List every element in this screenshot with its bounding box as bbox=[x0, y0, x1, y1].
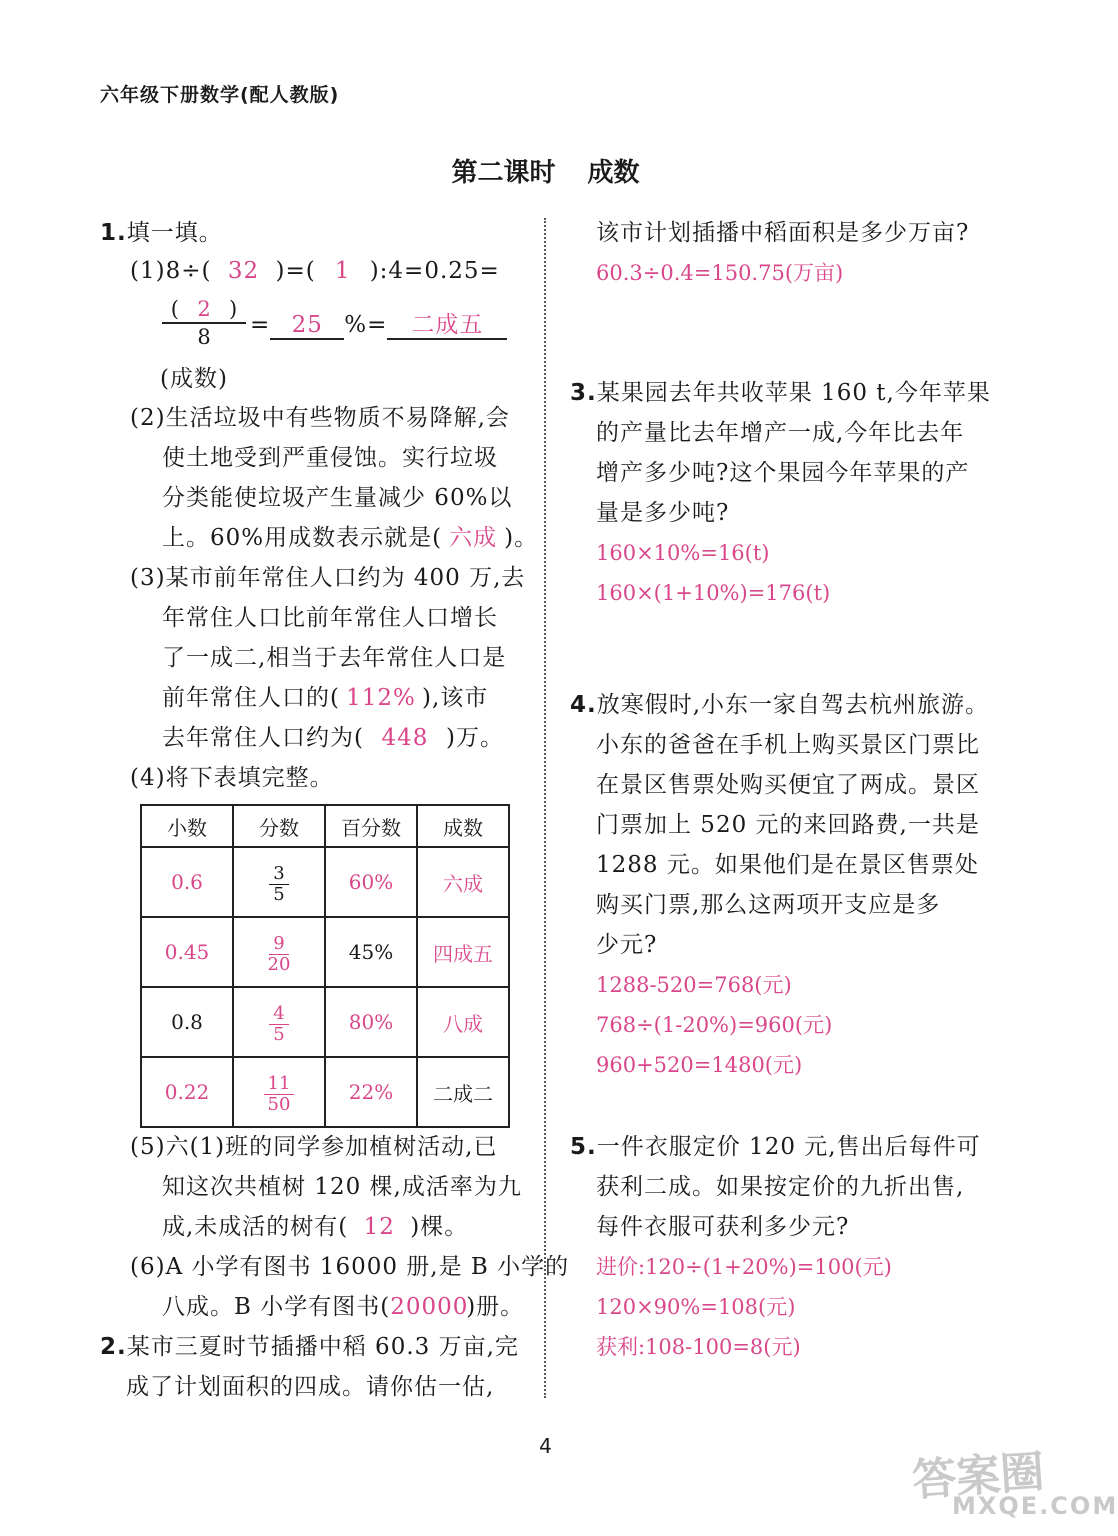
lesson-title-part1: 第二课时 bbox=[451, 158, 556, 188]
q1-p3-pre2: 去年常住人口约为( bbox=[162, 725, 364, 751]
q4-answer2: 768÷(1-20%)=960(元) bbox=[596, 1013, 833, 1037]
q4-number: 4. bbox=[570, 692, 597, 718]
q1-p2-line2: 使土地受到严重侵蚀。实行垃圾 bbox=[162, 445, 498, 471]
table-header-chengshu: 成数 bbox=[417, 805, 509, 847]
q2-answer: 60.3÷0.4=150.75(万亩) bbox=[596, 261, 844, 285]
q4-line5: 1288 元。如果他们是在景区售票处 bbox=[596, 852, 979, 878]
q1-p5-line3 bbox=[162, 1212, 468, 1242]
q5-answer3: 获利:108-100=8(元) bbox=[596, 1335, 801, 1359]
fraction-denominator: 5 bbox=[273, 883, 285, 905]
watermark-url: MXQE.COM bbox=[952, 1492, 1118, 1520]
q1-p1-answer1: 32 bbox=[227, 258, 260, 284]
q5-answer2: 120×90%=108(元) bbox=[596, 1295, 796, 1319]
q1-p1-mid2: ):4=0.25= bbox=[369, 258, 500, 284]
q1-p1-pct: %= bbox=[344, 312, 388, 338]
q1-p3-answer2: 448 bbox=[381, 725, 429, 751]
table-cell-decimal: 0.45 bbox=[141, 917, 233, 987]
q2-line2: 成了计划面积的四成。请你估一估, bbox=[126, 1374, 495, 1400]
table-cell-decimal: 0.22 bbox=[141, 1057, 233, 1127]
q1-p6-answer: 20000 bbox=[390, 1294, 469, 1320]
table-cell-percent: 45% bbox=[325, 917, 417, 987]
q1-p1-pre: (1)8÷( bbox=[130, 258, 212, 284]
q3-text1: 某果园去年共收苹果 160 t,今年苹果 bbox=[596, 380, 991, 406]
fraction-numerator: 3 bbox=[269, 864, 288, 885]
q1-p1-answer2: 1 bbox=[334, 258, 351, 284]
q5-text1: 一件衣服定价 120 元,售出后每件可 bbox=[596, 1134, 981, 1160]
q4-line1 bbox=[570, 690, 989, 720]
q1-p3-line2: 年常住人口比前年常住人口增长 bbox=[162, 605, 498, 631]
table-header-decimal: 小数 bbox=[141, 805, 233, 847]
table-cell-decimal: 0.6 bbox=[141, 847, 233, 917]
table-cell-percent: 22% bbox=[325, 1057, 417, 1127]
q1-p1-line1 bbox=[130, 256, 500, 286]
q1-p3-answer1: 112% bbox=[346, 685, 416, 711]
paren-close: ) bbox=[229, 297, 238, 321]
fraction-numerator: 4 bbox=[269, 1004, 288, 1025]
paren-open: ( bbox=[170, 297, 179, 321]
q1-p2-line4 bbox=[162, 523, 538, 553]
q4-answer1: 1288-520=768(元) bbox=[596, 973, 792, 997]
q1-p1-line2 bbox=[250, 310, 507, 340]
book-title: 六年级下册数学(配人教版) bbox=[100, 84, 340, 106]
conversion-table bbox=[140, 804, 510, 1128]
q1-p3-post1: ),该市 bbox=[421, 685, 489, 711]
fraction-numerator: 11 bbox=[264, 1074, 295, 1095]
q1-p3-line1: (3)某市前年常住人口约为 400 万,去 bbox=[130, 565, 526, 591]
q1-p1-tail: (成数) bbox=[160, 366, 228, 392]
q1-p1-answer3: 25 bbox=[270, 312, 344, 340]
q5-answer1: 进价:120÷(1+20%)=100(元) bbox=[596, 1255, 892, 1279]
table-cell-chengshu: 四成五 bbox=[417, 917, 509, 987]
table-cell-decimal: 0.8 bbox=[141, 987, 233, 1057]
table-header-fraction: 分数 bbox=[233, 805, 325, 847]
table-cell-fraction bbox=[264, 1074, 295, 1115]
table-row bbox=[141, 917, 509, 987]
q3-line3: 增产多少吨?这个果园今年苹果的产 bbox=[596, 460, 970, 486]
fraction-denominator: 50 bbox=[267, 1093, 291, 1115]
q1-p5-post: )棵。 bbox=[410, 1214, 469, 1240]
q1-p3-post2: )万。 bbox=[445, 725, 504, 751]
q3-line4: 量是多少吨? bbox=[596, 500, 730, 526]
q2-text1: 某市三夏时节插播中稻 60.3 万亩,完 bbox=[126, 1334, 519, 1360]
q1-p4-line1: (4)将下表填完整。 bbox=[130, 765, 334, 791]
table-cell-percent: 80% bbox=[325, 987, 417, 1057]
q1-p1-eq: = bbox=[250, 312, 271, 338]
fraction-denominator: 5 bbox=[273, 1023, 285, 1045]
lesson-title-part2: 成数 bbox=[587, 158, 640, 188]
q1-p2-pre: 上。60%用成数表示就是( bbox=[162, 525, 443, 551]
table-row bbox=[141, 847, 509, 917]
table-header-percent: 百分数 bbox=[325, 805, 417, 847]
q4-text1: 放寒假时,小东一家自驾去杭州旅游。 bbox=[596, 692, 990, 718]
q1-p6-pre: 八成。B 小学有图书( bbox=[162, 1294, 391, 1320]
fraction-denominator: 20 bbox=[267, 953, 291, 975]
table-cell-chengshu: 八成 bbox=[417, 987, 509, 1057]
page-number: 4 bbox=[539, 1434, 552, 1458]
table-header-row bbox=[141, 805, 509, 847]
q1-p2-post: )。 bbox=[504, 525, 539, 551]
table-row bbox=[141, 987, 509, 1057]
q2-line3: 该市计划插播中稻面积是多少万亩? bbox=[596, 220, 970, 246]
q1-number: 1. bbox=[100, 220, 127, 246]
table-cell-chengshu: 六成 bbox=[417, 847, 509, 917]
q3-answer2: 160×(1+10%)=176(t) bbox=[596, 581, 831, 605]
q1-p3-line3: 了一成二,相当于去年常住人口是 bbox=[162, 645, 507, 671]
column-divider bbox=[544, 218, 546, 1398]
q3-answer1: 160×10%=16(t) bbox=[596, 541, 770, 565]
q2-line1 bbox=[100, 1332, 519, 1362]
q4-line6: 购买门票,那么这两项开支应是多 bbox=[596, 892, 941, 918]
q4-line3: 在景区售票处购买便宜了两成。景区 bbox=[596, 772, 980, 798]
q3-line1 bbox=[570, 378, 991, 408]
q1-p2-line3: 分类能使垃圾产生量减少 60%以 bbox=[162, 485, 513, 511]
q4-answer3: 960+520=1480(元) bbox=[596, 1053, 803, 1077]
q4-line2: 小东的爸爸在手机上购买景区门票比 bbox=[596, 732, 980, 758]
table-row bbox=[141, 1057, 509, 1127]
q1-p1-answer4: 二成五 bbox=[387, 312, 507, 340]
q1-p6-post: )册。 bbox=[466, 1294, 525, 1320]
q1-p1-fraction-numerator bbox=[162, 296, 246, 324]
table-cell-fraction bbox=[269, 1004, 288, 1045]
table-cell-fraction bbox=[269, 864, 288, 905]
lesson-title bbox=[0, 152, 1091, 189]
q1-p6-line1: (6)A 小学有图书 16000 册,是 B 小学的 bbox=[130, 1254, 570, 1280]
table-cell-chengshu: 二成二 bbox=[417, 1057, 509, 1127]
q1-p2-line1: (2)生活垃圾中有些物质不易降解,会 bbox=[130, 405, 510, 431]
q1-p5-pre: 成,未成活的树有( bbox=[162, 1214, 349, 1240]
q1-p1-mid1: )=( bbox=[275, 258, 316, 284]
q1-p1-fraction-answer: 2 bbox=[197, 297, 211, 321]
fraction-numerator: 9 bbox=[269, 934, 288, 955]
q4-line4: 门票加上 520 元的来回路费,一共是 bbox=[596, 812, 980, 838]
q1-p3-pre1: 前年常住人口的( bbox=[162, 685, 340, 711]
q1-p1-fraction-denominator: 8 bbox=[197, 325, 211, 349]
q1-p5-answer: 12 bbox=[363, 1214, 395, 1240]
q1-p5-line2: 知这次共植树 120 棵,成活率为九 bbox=[162, 1174, 522, 1200]
q3-line2: 的产量比去年增产一成,今年比去年 bbox=[596, 420, 965, 446]
q5-line1 bbox=[570, 1132, 981, 1162]
q1-p3-line4 bbox=[162, 683, 488, 713]
q1-heading bbox=[100, 218, 223, 248]
q1-p2-answer: 六成 bbox=[449, 525, 498, 551]
watermark-logo: 答案圈 bbox=[910, 1446, 1046, 1507]
q1-heading-text: 填一填。 bbox=[126, 220, 223, 246]
q1-p1-fraction bbox=[162, 296, 246, 350]
q3-number: 3. bbox=[570, 380, 597, 406]
q5-line3: 每件衣服可获利多少元? bbox=[596, 1214, 850, 1240]
q1-p3-line5 bbox=[162, 723, 504, 753]
q5-number: 5. bbox=[570, 1134, 597, 1160]
table-cell-percent: 60% bbox=[325, 847, 417, 917]
q2-number: 2. bbox=[100, 1334, 127, 1360]
q1-p6-line2 bbox=[162, 1292, 524, 1322]
q1-p5-line1: (5)六(1)班的同学参加植树活动,已 bbox=[130, 1134, 498, 1160]
q4-line7: 少元? bbox=[596, 932, 658, 958]
table-cell-fraction bbox=[268, 934, 291, 975]
q5-line2: 获利二成。如果按定价的九折出售, bbox=[596, 1174, 965, 1200]
